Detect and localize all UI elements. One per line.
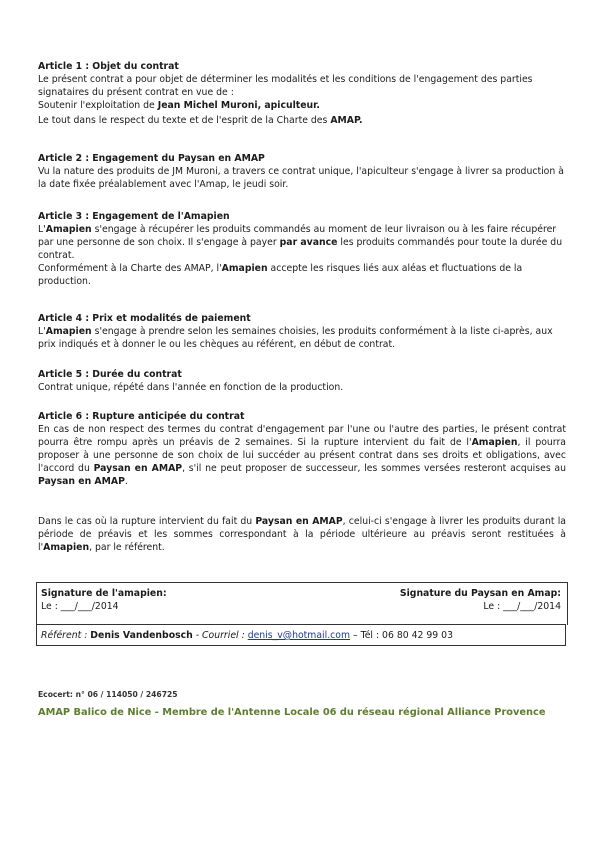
article-6-text: En cas de non respect des termes du contrat d'engagement par l'une ou l'autre des parties, le présent contrat pourra être rompu après un préavis de 2 semaines. Si la rupture intervient du fait de l'Amapien, il pourra proposer à une personne de son choix de lui succéder au présent contrat dans ses droits et obligations, avec l'accord du Paysan en AMAP, s'il ne peut proposer de successeur, les sommes versées resteront acquises au Paysan en AMAP. bbox=[38, 424, 567, 487]
article-6-title: Article 6 : Rupture anticipée du contrat bbox=[38, 411, 245, 422]
signature-box bbox=[36, 582, 568, 625]
ecocert-number: Ecocert: n° 06 / 114050 / 246725 bbox=[38, 690, 178, 699]
paysan-signature-date: Le : ___/___/2014 bbox=[483, 601, 561, 612]
article-1-charter: Le tout dans le respect du texte et de l'esprit de la Charte des AMAP. bbox=[38, 115, 363, 126]
article-5-title: Article 5 : Durée du contrat bbox=[38, 369, 182, 380]
courriel-label: - Courriel : bbox=[192, 630, 248, 641]
footer-association: AMAP Balico de Nice - Membre de l'Antenne Locale 06 du réseau régional Alliance Provence bbox=[38, 707, 546, 718]
article-5 bbox=[38, 368, 566, 394]
article-1-title: Article 1 : Objet du contrat bbox=[38, 61, 179, 72]
article-2-text: Vu la nature des produits de JM Muroni, a travers ce contrat unique, l'apiculteur s'engage à livrer sa production à la date fixée préalablement avec l'Amap, le jeudi soir. bbox=[38, 166, 564, 190]
paysan-signature-label: Signature du Paysan en Amap: bbox=[399, 588, 561, 599]
referent-name: Denis Vandenbosch bbox=[90, 630, 193, 641]
referent-box bbox=[36, 624, 566, 646]
referent-email-link[interactable]: denis_v@hotmail.com bbox=[247, 630, 351, 641]
referent-label: Référent : bbox=[41, 630, 91, 641]
article-3 bbox=[38, 210, 566, 288]
referent-phone: – Tél : 06 80 42 99 03 bbox=[350, 630, 454, 641]
article-2-title: Article 2 : Engagement du Paysan en AMAP bbox=[38, 153, 265, 164]
rupture-paragraph: Dans le cas où la rupture intervient du fait du Paysan en AMAP, celui-ci s'engage à livrer les produits durant la période de préavis et les sommes correspondant à la période ultérieure au préavis seront restituées à l'Amapien, par le référent. bbox=[38, 516, 566, 553]
article-4 bbox=[38, 312, 566, 351]
article-4-title: Article 4 : Prix et modalités de paiement bbox=[38, 313, 251, 324]
amapien-signature-date: Le : ___/___/2014 bbox=[41, 601, 119, 612]
article-3-title: Article 3 : Engagement de l'Amapien bbox=[38, 211, 230, 222]
article-1-text: Le présent contrat a pour objet de déterminer les modalités et les conditions de l'engagement des parties signataires du présent contrat en vue de : bbox=[38, 74, 533, 98]
article-3-risks: Conformément à la Charte des AMAP, l'Amapien accepte les risques liés aux aléas et fluctuations de la production. bbox=[38, 263, 523, 287]
article-6 bbox=[38, 410, 566, 488]
article-1 bbox=[38, 60, 566, 127]
amapien-signature bbox=[41, 587, 167, 613]
article-5-text: Contrat unique, répété dans l'année en fonction de la production. bbox=[38, 382, 344, 393]
article-4-text: L'Amapien s'engage à prendre selon les semaines choisies, les produits conformément à la liste ci-après, aux prix indiqués et à donner le ou les chèques au référent, en début de contrat. bbox=[38, 326, 553, 350]
article-2 bbox=[38, 152, 566, 191]
paysan-signature bbox=[400, 587, 561, 613]
article-3-text: L'Amapien s'engage à récupérer les produits commandés au moment de leur livraison ou à les faire récupérer par une personne de son choix. Il s'engage à payer par avance les produits commandés pour toute la durée du contrat. bbox=[38, 224, 563, 261]
beekeeper-name: Jean Michel Muroni, apiculteur. bbox=[157, 100, 320, 111]
amapien-signature-label: Signature de l'amapien: bbox=[41, 588, 167, 599]
article-1-beneficiary: Soutenir l'exploitation de Jean Michel Muroni, apiculteur. bbox=[38, 100, 320, 111]
